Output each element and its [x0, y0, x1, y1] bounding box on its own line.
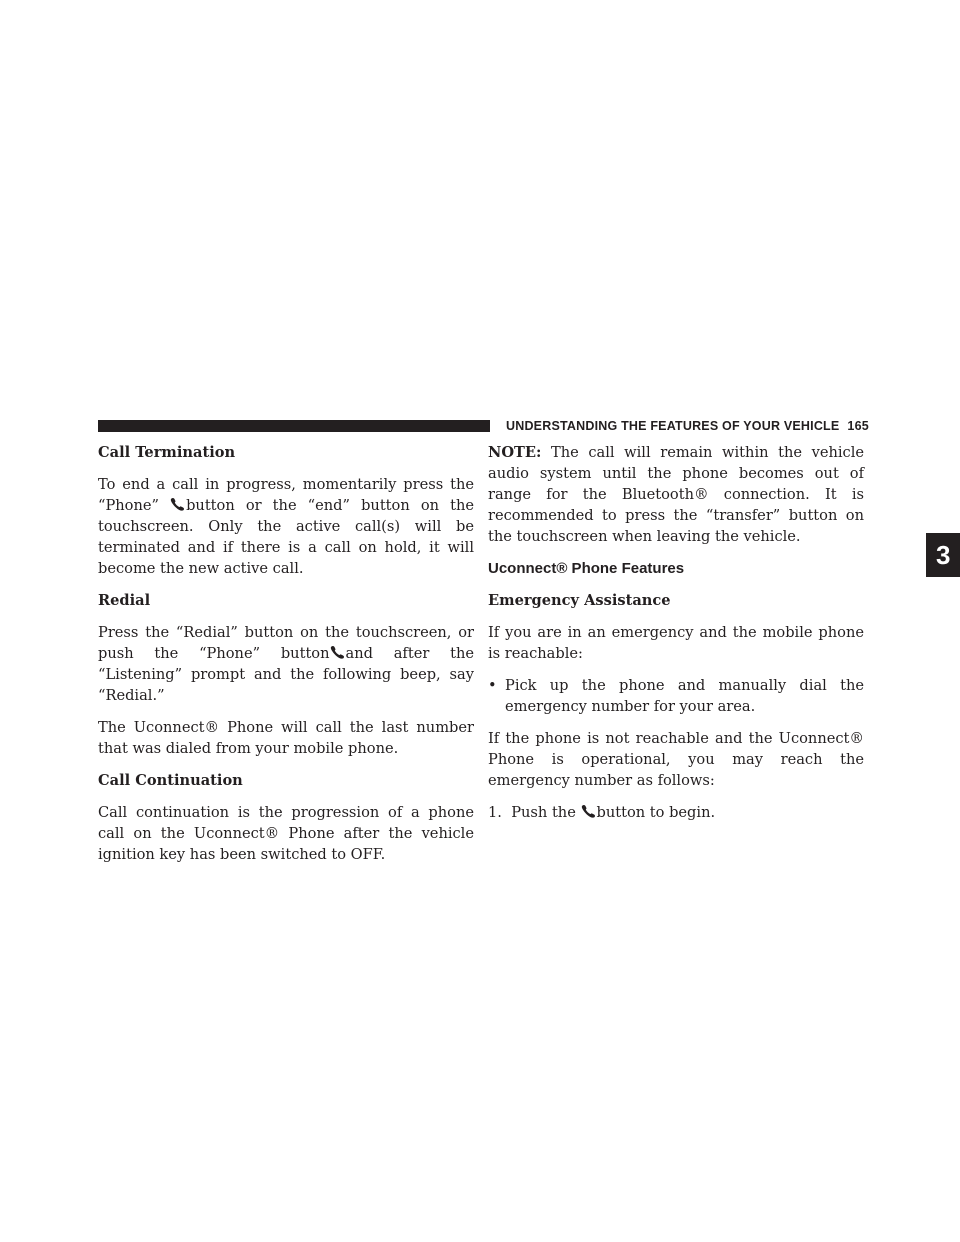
- step-1: [488, 802, 864, 823]
- redial-text: [98, 622, 474, 706]
- page-number: 165: [847, 419, 869, 433]
- call-termination-text-b: button or the “end” button on the touchscreen. Only the active call(s) will be terminated and if there is a call on hold, it will become the new active call.: [98, 497, 475, 577]
- redial-text-2: The Uconnect® Phone will call the last number that was dialed from your mobile phone.: [98, 719, 474, 757]
- step-1-text-a: 1. Push the: [488, 804, 576, 821]
- heading-call-termination: Call Termination: [98, 444, 236, 461]
- call-termination-text-a: To end a call in progress, momentarily press the “Phone”: [98, 476, 474, 514]
- redial-text-a: Press the “Redial” button on the touchscreen, or push the “Phone” button: [98, 624, 474, 662]
- phone-icon: [170, 497, 186, 511]
- redial-text-b: and after the “Listening” prompt and the following beep, say “Redial.”: [98, 645, 474, 704]
- left-column: [98, 442, 474, 876]
- phone-icon: [330, 645, 346, 659]
- bullet-text: Pick up the phone and manually dial the emergency number for your area.: [505, 677, 864, 715]
- call-termination-text: [98, 474, 474, 579]
- note-paragraph: [488, 442, 864, 547]
- header-rule: [98, 420, 490, 432]
- section-heading: Uconnect® Phone Features: [488, 560, 685, 577]
- emergency-text-2: If the phone is not reachable and the Uconnect® Phone is operational, you may reach the emergency number as follows:: [488, 730, 864, 789]
- running-header: [506, 416, 906, 436]
- call-continuation-text: Call continuation is the progression of a phone call on the Uconnect® Phone after the vehicle ignition key has been switched to OFF.: [98, 804, 474, 863]
- right-column: [488, 442, 864, 834]
- heading-emergency-assistance: Emergency Assistance: [488, 592, 671, 609]
- emergency-intro: If you are in an emergency and the mobile phone is reachable:: [488, 624, 864, 662]
- list-item: [488, 675, 864, 717]
- chapter-tab: 3: [926, 533, 960, 577]
- note-text: The call will remain within the vehicle audio system until the phone becomes out of range for the Bluetooth® connection. It is recommended to press the “transfer” button on the touchscreen when leaving the vehicle.: [488, 444, 864, 545]
- heading-redial: Redial: [98, 592, 151, 609]
- header-title: UNDERSTANDING THE FEATURES OF YOUR VEHICLE: [506, 419, 840, 433]
- step-1-text-b: button to begin.: [596, 804, 716, 821]
- phone-icon: [581, 804, 597, 818]
- heading-call-continuation: Call Continuation: [98, 772, 243, 789]
- bullet-icon: •: [488, 677, 497, 694]
- note-label: NOTE:: [488, 444, 542, 461]
